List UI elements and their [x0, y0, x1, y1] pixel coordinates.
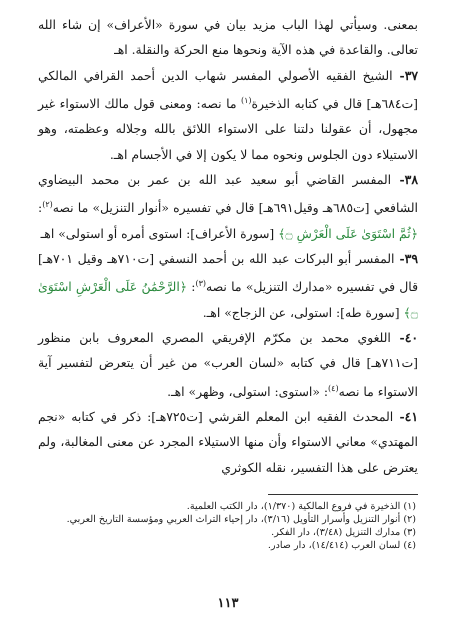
text-run: ما نصه: ومعنى قول مالك الاستواء غير مجهول، أن عقولنا دلتنا على الاستواء اللائق بالله وجلاله وعظمته، وهو الاستيلاء دون الجلوس ونحوه مما لا يكون إلا في الأجسام اهـ. — [38, 96, 418, 162]
footnote-ref: (٣) — [195, 279, 207, 289]
page-number: ١١٣ — [217, 596, 239, 611]
quran-verse: ﴿الرَّحْمَٰنُ عَلَى الْعَرْشِ اسْتَوَىٰ ۝﴾ — [38, 279, 418, 320]
text-run: بمعنى. وسيأتي لهذا الباب مزيد بيان في سورة «الأعراف» إن شاء الله تعالى. والقاعدة في هذه الآية ونحوها منع الحركة والنقلة. اهـ — [38, 17, 418, 58]
text-run: : «استوى: استولى، وظهر» اهـ. — [167, 383, 329, 399]
text-run: : — [38, 200, 43, 216]
text-run: [سورة الأعراف]: استوى أمره أو استولى» اهـ — [40, 225, 279, 241]
text-run: اللغوي محمد بن مكرّم الإفريقي المصري المعروف بابن منظور [ت٧١١هـ] قال في كتابه «لسان العرب» من غير أن يتعرض لتفسير آية الاستواء ما نصه — [38, 329, 418, 399]
entry-number: ٣٨- — [391, 171, 418, 187]
paragraph — [38, 167, 418, 246]
footnote: (٣) مدارك التنزيل (٣/٤٨)، دار الفكر. — [271, 527, 416, 539]
footnote: (٤) لسان العرب (١٤/٤١٤)، دار صادر. — [267, 540, 416, 552]
text-run: : — [187, 279, 196, 295]
paragraph — [38, 325, 418, 404]
entry-number: ٣٩- — [394, 250, 418, 266]
footnote-ref: (١) — [241, 95, 252, 105]
footnotes — [38, 500, 418, 553]
text-run: [سورة طه]: استولى، عن الزجاج» اهـ. — [202, 304, 404, 320]
entry-number: ٤٠- — [390, 329, 418, 345]
text-run: المحدث الفقيه ابن المعلم القرشي [ت٧٢٥هـ]: ذكر في كتابه «نجم المهتدي» معاني الاستواء وأن منها الاستيلاء المجرد عن معنى المغالبة، ولم يعترض على هذا التفسير، نقله الكوثري — [38, 408, 418, 475]
text-run: المفسر القاضي أبو سعيد عبد الله بن عمر بن محمد البيضاوي الشافعي [ت٦٨٥هـ وقيل٦٩١هـ] قال في تفسيره «أنوار التنزيل» ما نصه — [38, 171, 419, 216]
paragraph — [38, 404, 418, 480]
main-text — [38, 12, 418, 480]
footnote-divider — [268, 494, 418, 495]
text-run: المفسر أبو البركات عبد الله بن أحمد النسفي [ت٧١٠هـ وقيل ٧٠١هـ] قال في تفسيره «مدارك التنزيل» ما نصه — [38, 250, 418, 295]
paragraph — [38, 63, 418, 167]
paragraph — [38, 12, 418, 63]
footnote: (١) الذخيرة في فروع المالكية (١/٣٧٠)، دار الكتب العلمية. — [186, 500, 416, 512]
footnote: (٢) أنوار التنزيل وأسرار التأويل (٣/١٦)، دار إحياء التراث العربي ومؤسسة التاريخ العربي. — [66, 514, 416, 526]
paragraph — [38, 246, 418, 325]
entry-number: ٣٧- — [392, 67, 419, 83]
footnote-ref: (٢) — [42, 200, 53, 210]
entry-number: ٤١- — [393, 408, 418, 424]
quran-verse: ﴿ثُمَّ اسْتَوَىٰ عَلَى الْعَرْشِ ۝﴾ — [278, 225, 418, 241]
footnote-ref: (٤) — [328, 383, 339, 393]
text-run: الشيخ الفقيه الأصولي المفسر شهاب الدين أحمد القرافي المالكي [ت٦٨٤هـ] قال في كتابه الذخيرة — [38, 67, 418, 112]
